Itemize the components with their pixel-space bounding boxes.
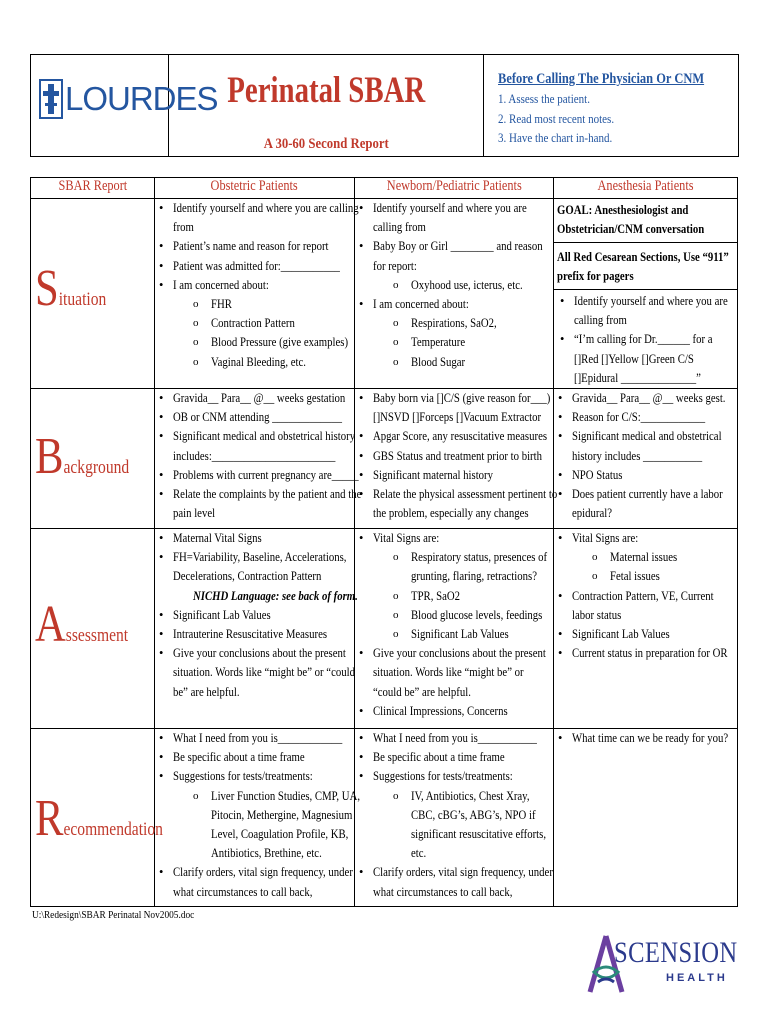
list-item: o Vaginal Bleeding, etc. <box>155 353 354 372</box>
background-anesthesia-cell <box>554 389 738 529</box>
recommendation-newborn-cell <box>355 729 554 907</box>
list-item: o Blood Pressure (give examples) <box>155 333 354 352</box>
list-item: epidural? <box>572 506 613 521</box>
list-item: the problem, especially any changes <box>373 506 529 521</box>
list-item: o TPR, SaO2 <box>355 587 553 606</box>
list-item: []NSVD []Forceps []Vacuum Extractor <box>373 410 542 425</box>
list-item: • Patient’s name and reason for report <box>155 237 354 256</box>
list-item: • Suggestions for tests/treatments: <box>355 767 553 786</box>
list-item: o Temperature <box>355 333 553 352</box>
list-item: • Vital Signs are: <box>554 529 737 548</box>
list-item: NICHD Language: see back of form. <box>193 588 358 603</box>
list-item: • What I need from you is___________ <box>355 729 553 748</box>
before-calling-cell <box>484 55 738 156</box>
list-item: • Significant medical and obstetrical <box>554 427 737 446</box>
before-calling-steps <box>498 90 738 149</box>
page-title: Perinatal SBAR <box>227 70 426 111</box>
list-item: • Clinical Impressions, Concerns <box>355 702 553 721</box>
row-assessment <box>31 529 738 729</box>
list-item: • Gravida__ Para__ @__ weeks gest. <box>554 389 737 408</box>
logo-text: LOURDES <box>65 80 218 117</box>
list-item: labor status <box>572 607 622 622</box>
sbar-label-situation: S ituation <box>31 199 155 389</box>
list-item: • “I’m calling for Dr.______ for a <box>556 330 735 349</box>
list-item: • Be specific about a time frame <box>355 748 553 767</box>
assessment-obstetric-cell <box>155 529 358 729</box>
list-item: • Intrauterine Resuscitative Measures <box>155 625 354 644</box>
list-item: o Respirations, SaO2, <box>355 314 553 333</box>
calling-step: 3. Have the chart in-hand. <box>498 131 613 145</box>
list-item: • Gravida__ Para__ @__ weeks gestation <box>155 389 354 408</box>
ascension-name: SCENSION <box>614 936 738 969</box>
list-item: • FH=Variability, Baseline, Accelerations, <box>155 548 354 567</box>
list-item: • Suggestions for tests/treatments: <box>155 767 354 786</box>
list-item: o Blood Sugar <box>355 353 553 372</box>
list-item: o Fetal issues <box>554 567 737 586</box>
lourdes-cross-icon <box>39 79 63 119</box>
row-situation <box>31 199 738 389</box>
before-calling-title: Before Calling The Physician Or CNM <box>498 71 705 87</box>
list-item: • Significant Lab Values <box>554 625 737 644</box>
list-item: o Maternal issues <box>554 548 737 567</box>
list-item: o Liver Function Studies, CMP, UA, <box>155 787 354 806</box>
situation-newborn-cell <box>355 199 554 389</box>
background-newborn-cell <box>355 389 558 529</box>
list-item: • Relate the physical assessment pertinent to <box>355 485 553 504</box>
list-item: Decelerations, Contraction Pattern <box>173 569 322 584</box>
list-item: • Baby Boy or Girl ________ and reason <box>355 237 553 256</box>
situation-anesthesia-cell <box>554 199 738 389</box>
list-item: []Red []Yellow []Green C/S <box>574 351 694 366</box>
list-item: • Clarify orders, vital sign frequency, under <box>355 863 553 882</box>
list-item: • Significant medical and obstetrical history <box>155 427 354 446</box>
list-item: • Give your conclusions about the present <box>155 644 354 663</box>
header-box <box>30 54 739 157</box>
list-item: • I am concerned about: <box>155 276 354 295</box>
row-recommendation <box>31 729 738 907</box>
situation-anesthesia-list <box>554 290 737 388</box>
list-item: situation. Words like “might be” or <box>373 665 524 680</box>
list-item: significant resuscitative efforts, <box>411 827 547 842</box>
list-item: • Does patient currently have a labor <box>554 485 737 504</box>
list-item: • Identify yourself and where you are <box>556 292 735 311</box>
ascension-health-logo <box>584 932 738 1002</box>
column-header-obstetric: Obstetric Patients <box>155 178 355 199</box>
list-item: calling from <box>574 313 627 328</box>
anesthesia-goal: GOAL: Anesthesiologist and Obstetrician/CNM conversation <box>554 199 737 243</box>
list-item: o IV, Antibiotics, Chest Xray, <box>355 787 553 806</box>
recommendation-obstetric-cell <box>155 729 361 907</box>
list-item: o Oxyhood use, icterus, etc. <box>355 276 553 295</box>
sbar-label-background: B ackground <box>31 389 155 529</box>
list-item: • I am concerned about: <box>355 295 553 314</box>
list-item: pain level <box>173 506 216 521</box>
sbar-label-recommendation: R ecommendation <box>31 729 155 907</box>
calling-step: 1. Assess the patient. <box>498 92 591 106</box>
list-item: • Apgar Score, any resuscitative measures <box>355 427 553 446</box>
list-item: • OB or CNM attending _____________ <box>155 408 354 427</box>
list-item: • Significant maternal history <box>355 466 553 485</box>
list-item: what circumstances to call back, <box>173 884 313 899</box>
list-item: calling from <box>373 220 426 235</box>
column-header-sbar: SBAR Report <box>31 178 155 199</box>
sbar-label-assessment: A ssessment <box>31 529 155 729</box>
list-item: Level, Coagulation Profile, KB, <box>211 827 349 842</box>
list-item: grunting, flaring, retractions? <box>411 569 537 584</box>
ascension-health-label: HEALTH <box>666 972 728 984</box>
row-background <box>31 389 738 529</box>
assessment-newborn-cell <box>355 529 554 729</box>
calling-step: 2. Read most recent notes. <box>498 111 615 126</box>
list-item: Pitocin, Methergine, Magnesium <box>211 807 353 822</box>
list-item: • Identify yourself and where you are <box>355 199 553 218</box>
list-item: • Vital Signs are: <box>355 529 553 548</box>
list-item: • Significant Lab Values <box>155 606 354 625</box>
list-item: etc. <box>411 846 427 861</box>
list-item: • Maternal Vital Signs <box>155 529 354 548</box>
column-header-newborn: Newborn/Pediatric Patients <box>355 178 554 199</box>
list-item: from <box>173 220 194 235</box>
list-item: situation. Words like “might be” or “could <box>173 665 355 680</box>
list-item: • Patient was admitted for:___________ <box>155 257 354 276</box>
list-item: includes:_______________________ <box>173 448 336 463</box>
list-item: for report: <box>373 258 417 273</box>
list-item: o FHR <box>155 295 354 314</box>
list-item: o Significant Lab Values <box>355 625 553 644</box>
sbar-table <box>30 177 738 907</box>
page-subtitle: A 30-60 Second Report <box>263 136 389 152</box>
list-item: • Current status in preparation for OR <box>554 644 737 663</box>
list-item: o Respiratory status, presences of <box>355 548 553 567</box>
list-item: []Epidural ______________” <box>574 370 701 385</box>
list-item: o Contraction Pattern <box>155 314 354 333</box>
list-item: • Reason for C/S:____________ <box>554 408 737 427</box>
list-item: Antibiotics, Brethine, etc. <box>211 846 322 861</box>
list-item: be” are helpful. <box>173 684 240 699</box>
background-obstetric-cell <box>155 389 362 529</box>
list-item: o Blood glucose levels, feedings <box>355 606 553 625</box>
list-item: history includes ___________ <box>572 448 703 463</box>
list-item: • Give your conclusions about the present <box>355 644 553 663</box>
title-cell <box>169 55 485 156</box>
list-item: • Identify yourself and where you are calling <box>155 199 354 218</box>
list-item: • Baby born via []C/S (give reason for___) <box>355 389 553 408</box>
list-item: • GBS Status and treatment prior to birth <box>355 447 553 466</box>
list-item: • What time can we be ready for you? <box>554 729 737 748</box>
list-item: • NPO Status <box>554 466 737 485</box>
list-item: • Relate the complaints by the patient and the <box>155 485 354 504</box>
list-item: • Clarify orders, vital sign frequency, under <box>155 863 354 882</box>
list-item: • Problems with current pregnancy are_____ <box>155 466 354 485</box>
logo-cell <box>31 55 218 156</box>
list-item: • Contraction Pattern, VE, Current <box>554 587 737 606</box>
list-item: • Be specific about a time frame <box>155 748 354 767</box>
list-item: • What I need from you is____________ <box>155 729 354 748</box>
recommendation-anesthesia-cell <box>554 729 738 907</box>
anesthesia-red-section-note: All Red Cesarean Sections, Use “911” prefix for pagers <box>554 243 737 290</box>
list-item: what circumstances to call back, <box>373 884 513 899</box>
situation-obstetric-cell <box>155 199 359 389</box>
assessment-anesthesia-cell <box>554 529 738 729</box>
footer-file-path: U:\Redesign\SBAR Perinatal Nov2005.doc <box>32 909 195 921</box>
list-item: CBC, cBG’s, ABG’s, NPO if <box>411 807 536 822</box>
column-header-anesthesia: Anesthesia Patients <box>554 178 738 199</box>
list-item: “could be” are helpful. <box>373 684 471 699</box>
